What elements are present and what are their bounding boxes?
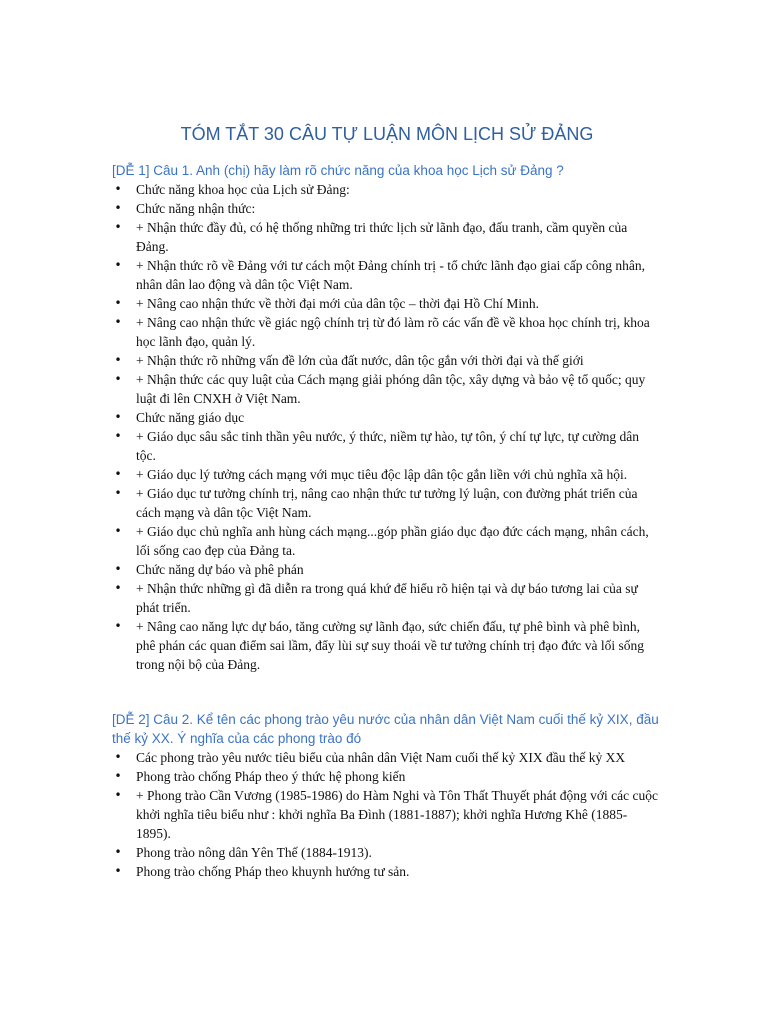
- list-item: [112, 351, 662, 370]
- list-item: [112, 256, 662, 294]
- list-item-text: + Giáo dục chủ nghĩa anh hùng cách mạng...góp phần giáo dục đạo đức cách mạng, nhân cách, lối sống cao đẹp của Đảng ta.: [136, 524, 649, 558]
- section-1: [112, 161, 662, 674]
- list-item-text: + Phong trào Cần Vương (1985-1986) do Hàm Nghi và Tôn Thất Thuyết phát động với các cuộc khởi nghĩa tiêu biểu như : khởi nghĩa Ba Đình (1881-1887); khởi nghĩa Hương Khê (1885-1895).: [136, 788, 658, 841]
- list-item-text: + Nâng cao nhận thức về giác ngộ chính trị từ đó làm rõ các vấn đề về khoa học chính trị, khoa học lãnh đạo, quản lý.: [136, 315, 650, 349]
- list-item-text: Chức năng khoa học của Lịch sử Đảng:: [136, 182, 350, 197]
- bullet-icon: •: [114, 220, 122, 234]
- list-item-text: + Giáo dục tư tưởng chính trị, nâng cao nhận thức tư tưởng lý luận, con đường phát triển của cách mạng và dân tộc Việt Nam.: [136, 486, 638, 520]
- list-item-text: + Giáo dục lý tưởng cách mạng với mục tiêu độc lập dân tộc gắn liền với chủ nghĩa xã hội.: [136, 467, 628, 482]
- bullet-icon: •: [114, 201, 122, 215]
- list-item: [112, 180, 662, 199]
- bullet-icon: •: [114, 296, 122, 310]
- bullet-icon: •: [114, 788, 122, 802]
- list-item-text: + Nâng cao nhận thức về thời đại mới của dân tộc – thời đại Hồ Chí Minh.: [136, 296, 540, 311]
- list-item: [112, 786, 662, 843]
- list-item: [112, 484, 662, 522]
- bullet-icon: •: [114, 429, 122, 443]
- bullet-icon: •: [114, 353, 122, 367]
- bullet-icon: •: [114, 486, 122, 500]
- bullet-icon: •: [114, 845, 122, 859]
- bullet-icon: •: [114, 524, 122, 538]
- bullet-icon: •: [114, 182, 122, 196]
- list-item: [112, 560, 662, 579]
- list-item-text: + Nhận thức rõ về Đảng với tư cách một Đảng chính trị - tổ chức lãnh đạo giai cấp công nhân, nhân dân lao động và dân tộc Việt Nam.: [136, 258, 646, 292]
- bullet-icon: •: [114, 619, 122, 633]
- list-item: [112, 465, 662, 484]
- list-item: [112, 427, 662, 465]
- list-item: [112, 522, 662, 560]
- list-item: [112, 843, 662, 862]
- list-item: [112, 579, 662, 617]
- list-item: [112, 862, 662, 881]
- list-item-text: Phong trào chống Pháp theo khuynh hướng tư sản.: [136, 864, 410, 879]
- list-item-text: Phong trào chống Pháp theo ý thức hệ phong kiến: [136, 769, 406, 784]
- section-2: [112, 710, 662, 881]
- list-item-text: Chức năng dự báo và phê phán: [136, 562, 304, 577]
- bullet-icon: •: [114, 315, 122, 329]
- list-item: [112, 767, 662, 786]
- list-item-text: + Nhận thức các quy luật của Cách mạng giải phóng dân tộc, xây dựng và bảo vệ tổ quốc; quy luật đi lên CNXH ở Việt Nam.: [136, 372, 646, 406]
- bullet-icon: •: [114, 864, 122, 878]
- list-item: [112, 408, 662, 427]
- list-item-text: + Giáo dục sâu sắc tinh thần yêu nước, ý thức, niềm tự hào, tự tôn, ý chí tự lực, tự cường dân tộc.: [136, 429, 639, 463]
- list-item-text: Các phong trào yêu nước tiêu biểu của nhân dân Việt Nam cuối thế kỷ XIX đầu thế kỷ XX: [136, 750, 626, 765]
- bullet-list: [112, 748, 662, 881]
- section-heading: [DỄ 1] Câu 1. Anh (chị) hãy làm rõ chức năng của khoa học Lịch sử Đảng ?: [112, 163, 564, 178]
- list-item: [112, 294, 662, 313]
- list-item-text: + Nhận thức đầy đủ, có hệ thống những tri thức lịch sử lãnh đạo, đấu tranh, cầm quyền của Đảng.: [136, 220, 628, 254]
- bullet-list: [112, 180, 662, 674]
- list-item-text: Chức năng giáo dục: [136, 410, 245, 425]
- list-item-text: + Nhận thức những gì đã diễn ra trong quá khứ để hiểu rõ hiện tại và dự báo tương lai của sự phát triển.: [136, 581, 638, 615]
- bullet-icon: •: [114, 258, 122, 272]
- list-item: [112, 748, 662, 767]
- list-item: [112, 313, 662, 351]
- section-heading: [DỄ 2] Câu 2. Kể tên các phong trào yêu nước của nhân dân Việt Nam cuối thế kỷ XIX, đầu thế kỷ XX. Ý nghĩa của các phong trào đó: [112, 712, 659, 746]
- list-item-text: Chức năng nhận thức:: [136, 201, 256, 216]
- bullet-icon: •: [114, 769, 122, 783]
- bullet-icon: •: [114, 750, 122, 764]
- list-item: [112, 370, 662, 408]
- list-item: [112, 199, 662, 218]
- bullet-icon: •: [114, 372, 122, 386]
- bullet-icon: •: [114, 562, 122, 576]
- list-item: [112, 617, 662, 674]
- list-item-text: + Nhận thức rõ những vấn đề lớn của đất nước, dân tộc gắn với thời đại và thế giới: [136, 353, 584, 368]
- bullet-icon: •: [114, 581, 122, 595]
- list-item-text: Phong trào nông dân Yên Thế (1884-1913).: [136, 845, 372, 860]
- document-title: TÓM TẮT 30 CÂU TỰ LUẬN MÔN LỊCH SỬ ĐẢNG: [180, 124, 594, 144]
- list-item: [112, 218, 662, 256]
- bullet-icon: •: [114, 410, 122, 424]
- bullet-icon: •: [114, 467, 122, 481]
- list-item-text: + Nâng cao năng lực dự báo, tăng cường sự lãnh đạo, sức chiến đấu, tự phê bình và phê bình, phê phán các quan điểm sai lầm, đẩy lùi sự suy thoái về tư tưởng chính trị đạo đức và lối sống trong nội bộ của Đảng.: [136, 619, 645, 672]
